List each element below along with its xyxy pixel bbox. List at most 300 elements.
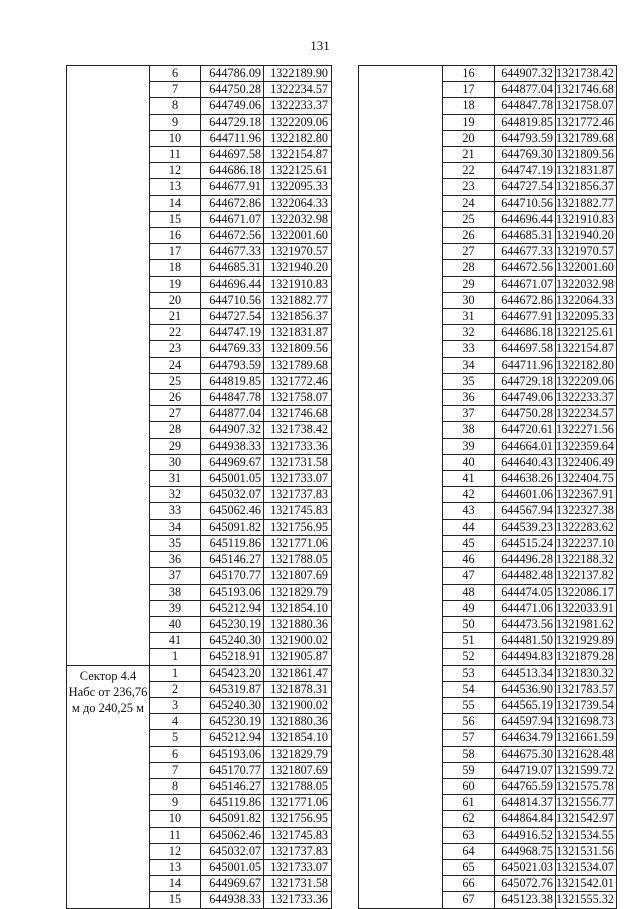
y-coordinate: 1321771.06 [264,795,332,811]
y-coordinate: 1321739.54 [556,697,617,713]
point-number: 65 [443,859,495,875]
x-coordinate: 645146.27 [201,778,264,794]
y-coordinate: 1322154.87 [556,341,617,357]
x-coordinate: 644638.26 [495,471,556,487]
y-coordinate: 1322188.32 [556,552,617,568]
point-number: 6 [150,66,201,82]
x-coordinate: 644847.78 [495,98,556,114]
point-number: 18 [443,98,495,114]
point-number: 34 [150,519,201,535]
y-coordinate: 1321882.77 [556,195,617,211]
x-coordinate: 644640.43 [495,454,556,470]
y-coordinate: 1321731.58 [264,876,332,892]
point-number: 40 [443,454,495,470]
x-coordinate: 644686.18 [201,163,264,179]
point-number: 46 [443,552,495,568]
y-coordinate: 1321940.20 [264,260,332,276]
y-coordinate: 1321746.68 [264,406,332,422]
x-coordinate: 644749.06 [495,390,556,406]
point-number: 7 [150,82,201,98]
x-coordinate: 644697.58 [201,147,264,163]
x-coordinate: 644727.54 [495,179,556,195]
point-number: 55 [443,697,495,713]
point-number: 53 [443,665,495,681]
y-coordinate: 1321733.07 [264,859,332,875]
point-number: 13 [150,859,201,875]
point-number: 23 [150,341,201,357]
x-coordinate: 644685.31 [201,260,264,276]
point-number: 40 [150,616,201,632]
point-number: 5 [150,730,201,746]
x-coordinate: 644664.01 [495,438,556,454]
x-coordinate: 644938.33 [201,892,264,908]
y-coordinate: 1322154.87 [264,147,332,163]
y-coordinate: 1321555.32 [556,892,617,908]
point-number: 57 [443,730,495,746]
y-coordinate: 1321542.01 [556,876,617,892]
point-number: 64 [443,843,495,859]
y-coordinate: 1321807.69 [264,762,332,778]
point-number: 13 [150,179,201,195]
point-number: 45 [443,535,495,551]
y-coordinate: 1322182.80 [556,357,617,373]
y-coordinate: 1322032.98 [556,276,617,292]
x-coordinate: 644727.54 [201,309,264,325]
x-coordinate: 644513.34 [495,665,556,681]
x-coordinate: 644696.44 [201,276,264,292]
point-number: 18 [150,260,201,276]
y-coordinate: 1321788.05 [264,778,332,794]
x-coordinate: 645032.07 [201,487,264,503]
point-number: 28 [443,260,495,276]
x-coordinate: 644710.56 [201,292,264,308]
y-coordinate: 1321831.87 [264,325,332,341]
point-number: 28 [150,422,201,438]
x-coordinate: 644496.28 [495,552,556,568]
x-coordinate: 644864.84 [495,811,556,827]
point-number: 47 [443,568,495,584]
point-number: 6 [150,746,201,762]
x-coordinate: 644685.31 [495,228,556,244]
y-coordinate: 1321575.78 [556,778,617,794]
y-coordinate: 1322209.06 [556,373,617,389]
x-coordinate: 644677.33 [495,244,556,260]
y-coordinate: 1321758.07 [264,390,332,406]
x-coordinate: 644539.23 [495,519,556,535]
y-coordinate: 1322001.60 [264,228,332,244]
y-coordinate: 1322095.33 [556,309,617,325]
x-coordinate: 645240.30 [201,633,264,649]
table-row [67,665,332,681]
y-coordinate: 1321756.95 [264,519,332,535]
y-coordinate: 1322189.90 [264,66,332,82]
x-coordinate: 645193.06 [201,746,264,762]
x-coordinate: 645119.86 [201,795,264,811]
y-coordinate: 1321807.69 [264,568,332,584]
point-number: 16 [150,228,201,244]
point-number: 31 [150,471,201,487]
point-number: 20 [443,130,495,146]
point-number: 11 [150,147,201,163]
point-number: 29 [443,276,495,292]
point-number: 12 [150,843,201,859]
point-number: 21 [150,309,201,325]
y-coordinate: 1321856.37 [264,309,332,325]
point-number: 38 [150,584,201,600]
y-coordinate: 1321929.89 [556,633,617,649]
point-number: 34 [443,357,495,373]
point-number: 41 [443,471,495,487]
y-coordinate: 1321756.95 [264,811,332,827]
x-coordinate: 644697.58 [495,341,556,357]
x-coordinate: 644672.86 [201,195,264,211]
x-coordinate: 644565.19 [495,697,556,713]
x-coordinate: 645032.07 [201,843,264,859]
point-number: 21 [443,147,495,163]
coordinates-table-right [358,65,617,909]
y-coordinate: 1322095.33 [264,179,332,195]
point-number: 23 [443,179,495,195]
point-number: 27 [443,244,495,260]
y-coordinate: 1321599.72 [556,762,617,778]
y-coordinate: 1322125.61 [264,163,332,179]
x-coordinate: 644482.48 [495,568,556,584]
point-number: 10 [150,811,201,827]
point-number: 12 [150,163,201,179]
x-coordinate: 645091.82 [201,811,264,827]
x-coordinate: 644750.28 [201,82,264,98]
page-number: 131 [310,38,330,53]
y-coordinate: 1321628.48 [556,746,617,762]
y-coordinate: 1322086.17 [556,584,617,600]
x-coordinate: 645423.20 [201,665,264,681]
x-coordinate: 645001.05 [201,859,264,875]
x-coordinate: 644672.86 [495,292,556,308]
point-number: 7 [150,762,201,778]
x-coordinate: 645062.46 [201,827,264,843]
x-coordinate: 644494.83 [495,649,556,665]
point-number: 31 [443,309,495,325]
point-number: 35 [150,535,201,551]
y-coordinate: 1322237.10 [556,535,617,551]
y-coordinate: 1322064.33 [556,292,617,308]
point-number: 66 [443,876,495,892]
y-coordinate: 1322367.91 [556,487,617,503]
point-number: 50 [443,616,495,632]
point-number: 33 [443,341,495,357]
x-coordinate: 644677.91 [201,179,264,195]
point-number: 19 [443,114,495,130]
point-number: 17 [443,82,495,98]
point-number: 67 [443,892,495,908]
point-number: 61 [443,795,495,811]
point-number: 1 [150,649,201,665]
x-coordinate: 644877.04 [495,82,556,98]
point-number: 26 [443,228,495,244]
point-number: 38 [443,422,495,438]
point-number: 8 [150,778,201,794]
y-coordinate: 1321829.79 [264,746,332,762]
x-coordinate: 644747.19 [201,325,264,341]
y-coordinate: 1321698.73 [556,714,617,730]
x-coordinate: 644968.75 [495,843,556,859]
point-number: 29 [150,438,201,454]
point-number: 63 [443,827,495,843]
point-number: 16 [443,66,495,82]
point-number: 4 [150,714,201,730]
x-coordinate: 644769.30 [495,147,556,163]
x-coordinate: 645230.19 [201,714,264,730]
x-coordinate: 644474.05 [495,584,556,600]
x-coordinate: 644729.18 [495,373,556,389]
point-number: 27 [150,406,201,422]
x-coordinate: 644793.59 [495,130,556,146]
y-coordinate: 1321854.10 [264,600,332,616]
x-coordinate: 644847.78 [201,390,264,406]
point-number: 30 [150,454,201,470]
x-coordinate: 644473.56 [495,616,556,632]
x-coordinate: 644597.94 [495,714,556,730]
y-coordinate: 1321900.02 [264,697,332,713]
point-number: 3 [150,697,201,713]
point-number: 59 [443,762,495,778]
x-coordinate: 645146.27 [201,552,264,568]
y-coordinate: 1321809.56 [264,341,332,357]
y-coordinate: 1322001.60 [556,260,617,276]
y-coordinate: 1322234.57 [264,82,332,98]
y-coordinate: 1321880.36 [264,714,332,730]
x-coordinate: 644471.06 [495,600,556,616]
point-number: 8 [150,98,201,114]
point-number: 25 [443,211,495,227]
y-coordinate: 1322125.61 [556,325,617,341]
y-coordinate: 1321733.36 [264,892,332,908]
point-number: 37 [443,406,495,422]
x-coordinate: 644750.28 [495,406,556,422]
y-coordinate: 1321737.83 [264,843,332,859]
y-coordinate: 1321531.56 [556,843,617,859]
x-coordinate: 644786.09 [201,66,264,82]
point-number: 1 [150,665,201,681]
sector-label: Сектор 4.4 Набс от 236,76 м до 240,25 м [67,665,150,908]
y-coordinate: 1321738.42 [264,422,332,438]
x-coordinate: 644907.32 [495,66,556,82]
y-coordinate: 1322064.33 [264,195,332,211]
y-coordinate: 1322234.57 [556,406,617,422]
x-coordinate: 644601.06 [495,487,556,503]
y-coordinate: 1321746.68 [556,82,617,98]
y-coordinate: 1321882.77 [264,292,332,308]
point-number: 39 [150,600,201,616]
y-coordinate: 1322359.64 [556,438,617,454]
x-coordinate: 645021.03 [495,859,556,875]
y-coordinate: 1321910.83 [556,211,617,227]
point-number: 25 [150,373,201,389]
y-coordinate: 1322209.06 [264,114,332,130]
y-coordinate: 1321772.46 [264,373,332,389]
y-coordinate: 1321556.77 [556,795,617,811]
x-coordinate: 644720.61 [495,422,556,438]
y-coordinate: 1321829.79 [264,584,332,600]
x-coordinate: 645319.87 [201,681,264,697]
x-coordinate: 644696.44 [495,211,556,227]
point-number: 37 [150,568,201,584]
y-coordinate: 1321830.32 [556,665,617,681]
point-number: 15 [150,211,201,227]
point-number: 44 [443,519,495,535]
y-coordinate: 1321758.07 [556,98,617,114]
x-coordinate: 645001.05 [201,471,264,487]
y-coordinate: 1322233.37 [556,390,617,406]
point-number: 9 [150,795,201,811]
blank-cell [67,66,150,666]
point-number: 39 [443,438,495,454]
point-number: 32 [150,487,201,503]
point-number: 43 [443,503,495,519]
point-number: 58 [443,746,495,762]
y-coordinate: 1321854.10 [264,730,332,746]
x-coordinate: 644677.91 [495,309,556,325]
y-coordinate: 1321940.20 [556,228,617,244]
point-number: 51 [443,633,495,649]
y-coordinate: 1322182.80 [264,130,332,146]
y-coordinate: 1321789.68 [556,130,617,146]
x-coordinate: 644675.30 [495,746,556,762]
y-coordinate: 1321661.59 [556,730,617,746]
y-coordinate: 1321905.87 [264,649,332,665]
point-number: 56 [443,714,495,730]
point-number: 52 [443,649,495,665]
point-number: 11 [150,827,201,843]
x-coordinate: 644938.33 [201,438,264,454]
point-number: 17 [150,244,201,260]
y-coordinate: 1321970.57 [556,244,617,260]
point-number: 20 [150,292,201,308]
x-coordinate: 644672.56 [495,260,556,276]
point-number: 54 [443,681,495,697]
y-coordinate: 1321880.36 [264,616,332,632]
y-coordinate: 1321970.57 [264,244,332,260]
x-coordinate: 644671.07 [201,211,264,227]
blank-cell [359,66,443,909]
y-coordinate: 1321733.36 [264,438,332,454]
x-coordinate: 644769.33 [201,341,264,357]
y-coordinate: 1321745.83 [264,503,332,519]
x-coordinate: 645218.91 [201,649,264,665]
y-coordinate: 1321856.37 [556,179,617,195]
point-number: 19 [150,276,201,292]
point-number: 22 [443,163,495,179]
point-number: 14 [150,195,201,211]
point-number: 62 [443,811,495,827]
y-coordinate: 1321809.56 [556,147,617,163]
point-number: 35 [443,373,495,389]
x-coordinate: 644515.24 [495,535,556,551]
x-coordinate: 645212.94 [201,730,264,746]
x-coordinate: 645072.76 [495,876,556,892]
x-coordinate: 645119.86 [201,535,264,551]
x-coordinate: 644969.67 [201,454,264,470]
x-coordinate: 644729.18 [201,114,264,130]
x-coordinate: 644567.94 [495,503,556,519]
point-number: 9 [150,114,201,130]
table-row [67,66,332,82]
x-coordinate: 644634.79 [495,730,556,746]
x-coordinate: 644536.90 [495,681,556,697]
y-coordinate: 1321745.83 [264,827,332,843]
y-coordinate: 1321861.47 [264,665,332,681]
y-coordinate: 1321733.07 [264,471,332,487]
y-coordinate: 1322406.49 [556,454,617,470]
x-coordinate: 645240.30 [201,697,264,713]
point-number: 15 [150,892,201,908]
x-coordinate: 644747.19 [495,163,556,179]
x-coordinate: 644711.96 [495,357,556,373]
y-coordinate: 1322283.62 [556,519,617,535]
y-coordinate: 1321772.46 [556,114,617,130]
coordinates-table-left [66,65,332,909]
point-number: 2 [150,681,201,697]
point-number: 60 [443,778,495,794]
y-coordinate: 1321831.87 [556,163,617,179]
x-coordinate: 644671.07 [495,276,556,292]
point-number: 41 [150,633,201,649]
x-coordinate: 645212.94 [201,600,264,616]
point-number: 24 [443,195,495,211]
x-coordinate: 645230.19 [201,616,264,632]
y-coordinate: 1321737.83 [264,487,332,503]
y-coordinate: 1321788.05 [264,552,332,568]
point-number: 33 [150,503,201,519]
y-coordinate: 1322033.91 [556,600,617,616]
y-coordinate: 1321910.83 [264,276,332,292]
x-coordinate: 645170.77 [201,762,264,778]
y-coordinate: 1321534.55 [556,827,617,843]
x-coordinate: 644819.85 [201,373,264,389]
x-coordinate: 644877.04 [201,406,264,422]
y-coordinate: 1321731.58 [264,454,332,470]
x-coordinate: 644969.67 [201,876,264,892]
point-number: 26 [150,390,201,406]
x-coordinate: 644814.37 [495,795,556,811]
x-coordinate: 645170.77 [201,568,264,584]
x-coordinate: 644916.52 [495,827,556,843]
x-coordinate: 645062.46 [201,503,264,519]
y-coordinate: 1321771.06 [264,535,332,551]
y-coordinate: 1321789.68 [264,357,332,373]
point-number: 22 [150,325,201,341]
x-coordinate: 644686.18 [495,325,556,341]
y-coordinate: 1321542.97 [556,811,617,827]
x-coordinate: 644672.56 [201,228,264,244]
y-coordinate: 1321900.02 [264,633,332,649]
x-coordinate: 644677.33 [201,244,264,260]
y-coordinate: 1322271.56 [556,422,617,438]
x-coordinate: 644907.32 [201,422,264,438]
point-number: 36 [150,552,201,568]
x-coordinate: 644793.59 [201,357,264,373]
y-coordinate: 1321738.42 [556,66,617,82]
y-coordinate: 1322137.82 [556,568,617,584]
y-coordinate: 1321534.07 [556,859,617,875]
point-number: 30 [443,292,495,308]
point-number: 36 [443,390,495,406]
x-coordinate: 644765.59 [495,778,556,794]
x-coordinate: 644481.50 [495,633,556,649]
point-number: 10 [150,130,201,146]
point-number: 48 [443,584,495,600]
table-row [359,66,617,82]
